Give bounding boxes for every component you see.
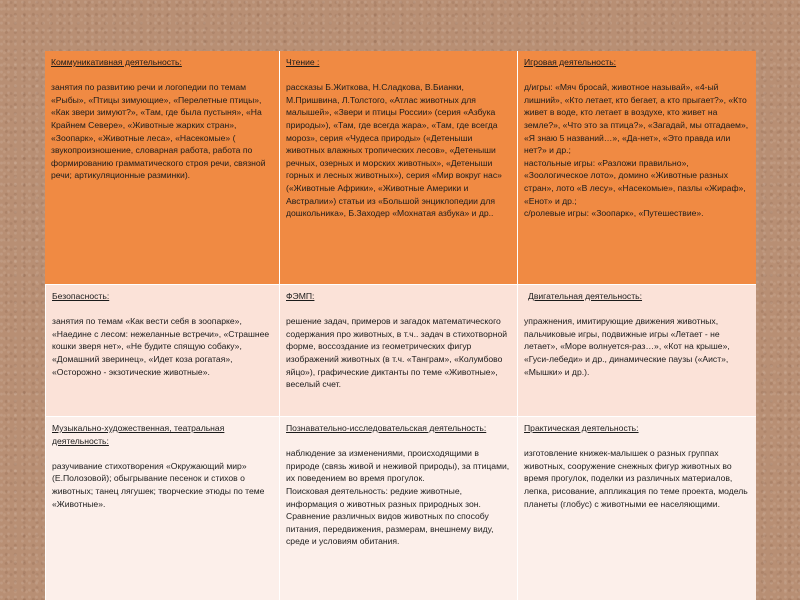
cell-title: Игровая деятельность:	[524, 57, 617, 67]
communicative-activity-cell	[45, 51, 279, 284]
cell-title: Коммуникативная деятельность:	[51, 57, 182, 67]
cell-title: Чтение :	[286, 57, 320, 67]
cell-text: занятия по развитию речи и логопедии по темам «Рыбы», «Птицы зимующие», «Перелетные птицы», «Как звери зимуют?», «Там, где была пустыня», «На Крайнем Севере», «Животные жарких стран», «Зоопарк», «Животные леса», «Насекомые» ( звукопроизношение, словарная работа, работа по формированию грамматического строя речи, связной речи; артикуляционные разминки).	[51, 82, 266, 181]
cell-text: занятия по темам «Как вести себя в зоопарке», «Наедине с лесом: нежеланные встречи», «Страшнее кошки зверя нет», «Не будите спящую собаку», «Домашний зверинец», «Идет коза рогатая», «Осторожно - экзотические животные».	[52, 316, 270, 377]
cell-text: упражнения, имитирующие движения животных, пальчиковые игры, подвижные игры «Летает - не летает», «Море волнуется-раз…», «Кот на крыше», «Гуси-лебеди» и др., динамические паузы («Аист», «Мышки» и др.).	[524, 316, 730, 377]
research-activity-cell	[279, 416, 517, 600]
motor-activity-cell	[517, 284, 756, 416]
safety-cell	[45, 284, 279, 416]
cell-text: д/игры: «Мяч бросай, животное называй», «4-ый лишний», «Кто летает, кто бегает, а кто прыгает?», «Кто живет в воде, кто летает в воздухе, кто живет на земле?», «Что это за птица?», «Загадай, мы отгадаем», «Я знаю 5 названий…», «Да-нет», «Это правда или нет?» и др.; настольные игры: «Разложи правильно», «Зоологическое лото», домино «Животные разных стран», лото «В лесу», «Насекомые», пазлы «Жираф», «Енот» и др.; с/ролевые игры: «Зоопарк», «Путешествие».	[524, 82, 749, 219]
cell-text: рассказы Б.Житкова, Н.Сладкова, В.Бианки, М.Пришвина, Л.Толстого, «Атлас животных для малышей», «Звери и птицы России» (серия «Азбука природы»), «Там, где всегда жара», «Там, где всегда мороз», серия «Чудеса природы» («Детеныши животных влажных тропических лесов», «Детеныши речных, озерных и морских животных», «Детеныши горных и лесных животных»), серия «Мир вокруг нас» («Животные Африки», «Животные Америки и Австралии») статьи из «Большой энциклопедии для дошкольника», Б.Заходер «Мохнатая азбука» и др..	[286, 82, 502, 219]
cell-title: Двигательная деятельность:	[528, 291, 643, 301]
cell-text: решение задач, примеров и загадок математического содержания про животных, в т.ч.. задач в стихотворной форме, воссоздание из геометрических фигур изображений животных (в т.ч. «Танграм», «Колумбово яйцо»), графические диктанты по теме «Животные», веселый счет.	[286, 316, 508, 390]
cell-title: Безопасность:	[52, 291, 110, 301]
cell-text: наблюдение за изменениями, происходящими в природе (связь живой и неживой природы), за птицами, их поведением во время прогулок. Поисковая деятельность: редкие животные, информация о животных разных природных зон. Сравнение различных видов животных по способу питания, передвижения, размерам, внешнему виду, среде и условиям обитания.	[286, 448, 510, 547]
math-cell	[279, 284, 517, 416]
reading-cell	[279, 51, 517, 284]
cell-title: Практическая деятельность:	[524, 423, 639, 433]
cell-text: изготовление книжек-малышек о разных группах животных, сооружение снежных фигур животных во время прогулок, поделки из различных материалов, лепка, рисование, аппликация по теме проекта, модель планеты (глобус) с животными ее населяющими.	[524, 448, 748, 509]
cell-title: Музыкально-художественная, театральная деятельность:	[52, 423, 225, 446]
music-theatre-cell	[45, 416, 279, 600]
cell-text: разучивание стихотворения «Окружающий мир» (Е.Полозовой); обыгрывание песенок и стихов о животных; танец лягушек; творческие этюды по теме «Животные».	[52, 460, 265, 509]
cell-title: Познавательно-исследовательская деятельность:	[286, 423, 487, 433]
cell-title: ФЭМП:	[286, 291, 315, 301]
activity-table	[45, 51, 756, 600]
practical-activity-cell	[517, 416, 756, 600]
game-activity-cell	[517, 51, 756, 284]
